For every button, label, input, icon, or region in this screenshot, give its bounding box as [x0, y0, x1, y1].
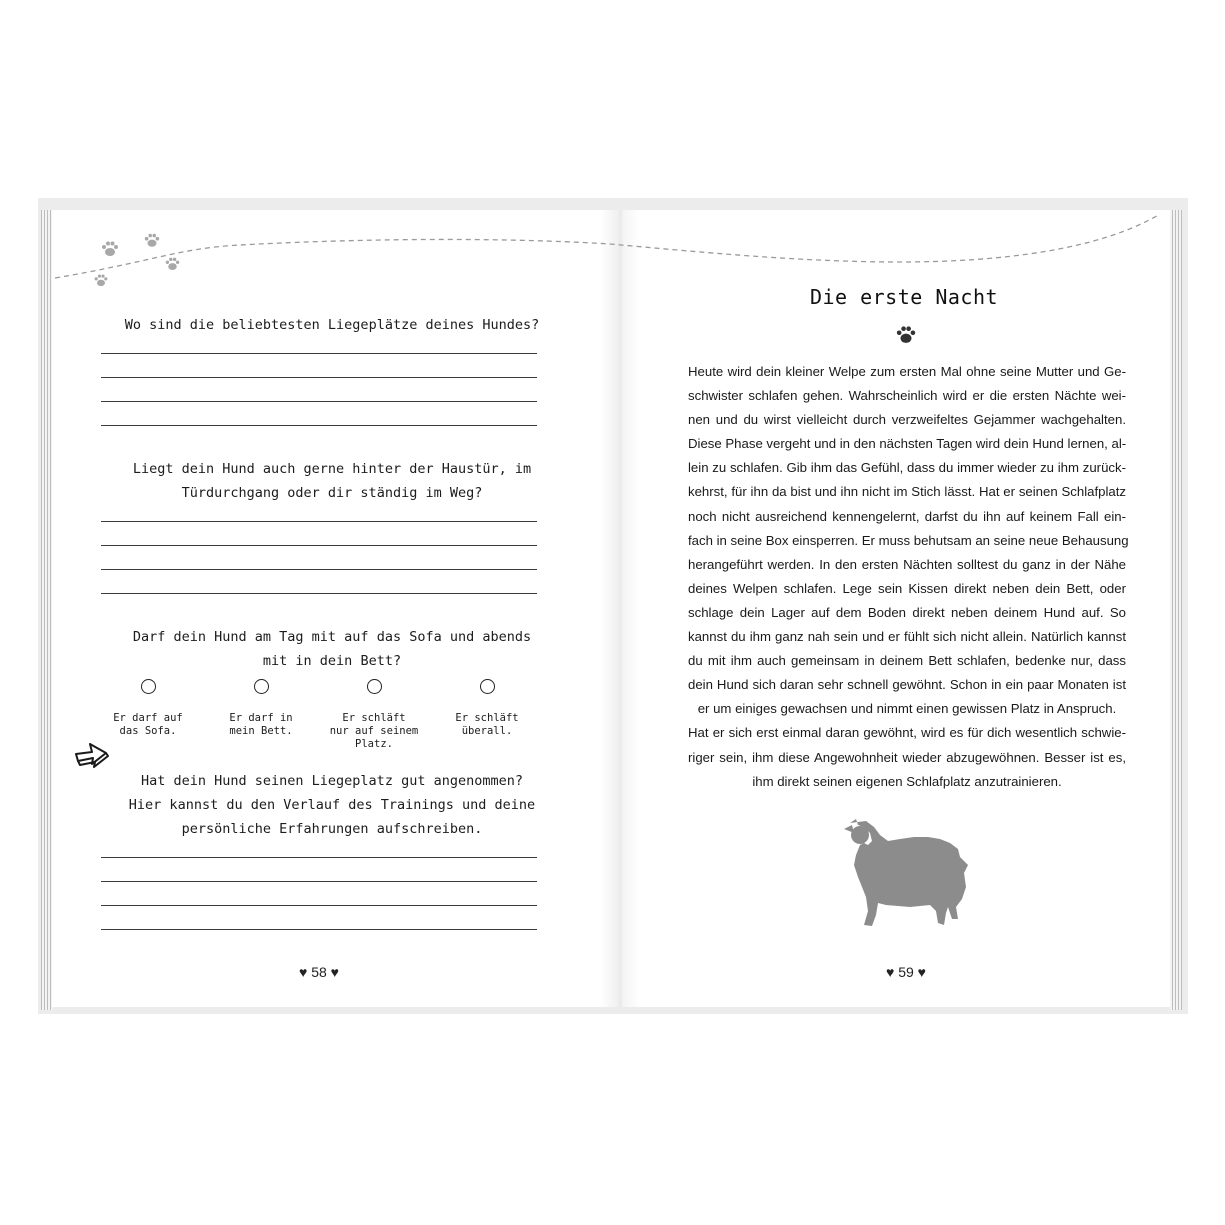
write-line[interactable] — [101, 857, 537, 858]
question-2-line-1: Liegt dein Hund auch gerne hinter der Haustür, im — [132, 461, 532, 477]
dashed-trail — [0, 0, 1225, 320]
write-line[interactable] — [101, 425, 537, 426]
body-line: nen und du wirst vielleicht durch verzweifeltes Gejammer wachgehalten. — [688, 412, 1126, 428]
body-line: noch nicht ausreichend kennengelernt, darfst du ihn auf keinem Fall ein- — [688, 508, 1126, 524]
option-radio-own-place[interactable] — [367, 679, 382, 694]
option-label-bed: Er darf in mein Bett. — [229, 712, 293, 737]
body-line: ihm direkt seinen eigenen Schlafplatz anzutrainieren. — [752, 773, 1062, 789]
paw-print-icon — [100, 240, 120, 258]
page-number-right: ♥ 59 ♥ — [886, 964, 926, 980]
body-line: Hat er sich erst einmal daran gewöhnt, wird es für dich wesentlich schwie- — [688, 725, 1126, 741]
question-4-line-2: Hier kannst du den Verlauf des Trainings und deine — [128, 797, 536, 813]
body-line: deines Welpen schlafen. Lege sein Kissen direkt neben dein Bett, oder — [688, 580, 1126, 596]
body-line: riger sein, ihm diese Angewohnheit wieder abzugewöhnen. Besser ist es, — [688, 749, 1126, 765]
body-line: schlage dein Lager auf dem Boden direkt neben deinem Hund auf. So — [688, 604, 1126, 620]
option-radio-sofa[interactable] — [141, 679, 156, 694]
paw-print-icon — [895, 325, 917, 345]
arrow-icon — [72, 736, 112, 770]
option-label-sofa: Er darf auf das Sofa. — [113, 712, 183, 737]
body-line: Heute wird dein kleiner Welpe zum ersten Mal ohne seine Mutter und Ge- — [688, 364, 1126, 379]
write-line[interactable] — [101, 545, 537, 546]
dog-silhouette-icon — [840, 815, 970, 930]
question-2-line-2: Türdurchgang oder dir ständig im Weg? — [181, 485, 483, 501]
question-4-line-1: Hat dein Hund seinen Liegeplatz gut angenommen? — [140, 773, 523, 789]
body-line: lein zu schlafen. Gib ihm das Gefühl, dass du immer wieder zu ihm zurück- — [688, 460, 1126, 476]
body-line: dein Hund sich daran sehr schnell gewöhnt. Schon in ein paar Monaten ist — [688, 677, 1126, 693]
paw-print-icon — [164, 256, 181, 272]
write-line[interactable] — [101, 881, 537, 882]
paw-print-icon — [93, 273, 109, 288]
body-line: fach in seine Box einsperren. Er muss behutsam an seine neue Behausung — [688, 532, 1129, 548]
question-3-line-1: Darf dein Hund am Tag mit auf das Sofa und abends — [132, 629, 532, 645]
write-line[interactable] — [101, 353, 537, 354]
option-radio-bed[interactable] — [254, 679, 269, 694]
chapter-body — [688, 360, 1129, 794]
write-line[interactable] — [101, 377, 537, 378]
question-3-line-2: mit in dein Bett? — [262, 653, 402, 669]
body-line: du mit ihm auch gemeinsam in deinem Bett schlafen, bedenke nur, dass — [688, 653, 1126, 669]
page-number-left: ♥ 58 ♥ — [299, 964, 339, 980]
paw-print-icon — [143, 232, 161, 249]
chapter-title: Die erste Nacht — [809, 285, 999, 309]
write-line[interactable] — [101, 593, 537, 594]
question-4-line-3: persönliche Erfahrungen aufschreiben. — [181, 821, 483, 837]
question-1: Wo sind die beliebtesten Liegeplätze deines Hundes? — [124, 317, 540, 333]
body-line: schwister schlafen gehen. Wahrscheinlich wird er die ersten Nächte wei- — [688, 388, 1126, 404]
write-line[interactable] — [101, 905, 537, 906]
write-line[interactable] — [101, 401, 537, 402]
body-line: er um einiges gewachsen und nimmt einen gewissen Platz in Anspruch. — [697, 701, 1117, 717]
body-line: kannst du ihm ganz nah sein und er fühlt sich nicht allein. Natürlich kannst — [688, 629, 1126, 645]
page-edges-right — [1170, 210, 1182, 1010]
body-line: kehrst, für ihn da bist und ihn nicht im Stich lässt. Hat er seinen Schlafplatz — [688, 484, 1126, 500]
body-line: Diese Phase vergeht und in den nächsten Tagen wird dein Hund lernen, al- — [688, 436, 1127, 452]
option-radio-everywhere[interactable] — [480, 679, 495, 694]
write-line[interactable] — [101, 929, 537, 930]
write-line[interactable] — [101, 569, 537, 570]
body-line: herangeführt werden. In den ersten Nächten solltest du ganz in der Nähe — [688, 556, 1126, 572]
option-label-own-place: Er schläft nur auf seinem Platz. — [329, 712, 419, 750]
option-label-everywhere: Er schläft überall. — [455, 712, 519, 737]
write-line[interactable] — [101, 521, 537, 522]
